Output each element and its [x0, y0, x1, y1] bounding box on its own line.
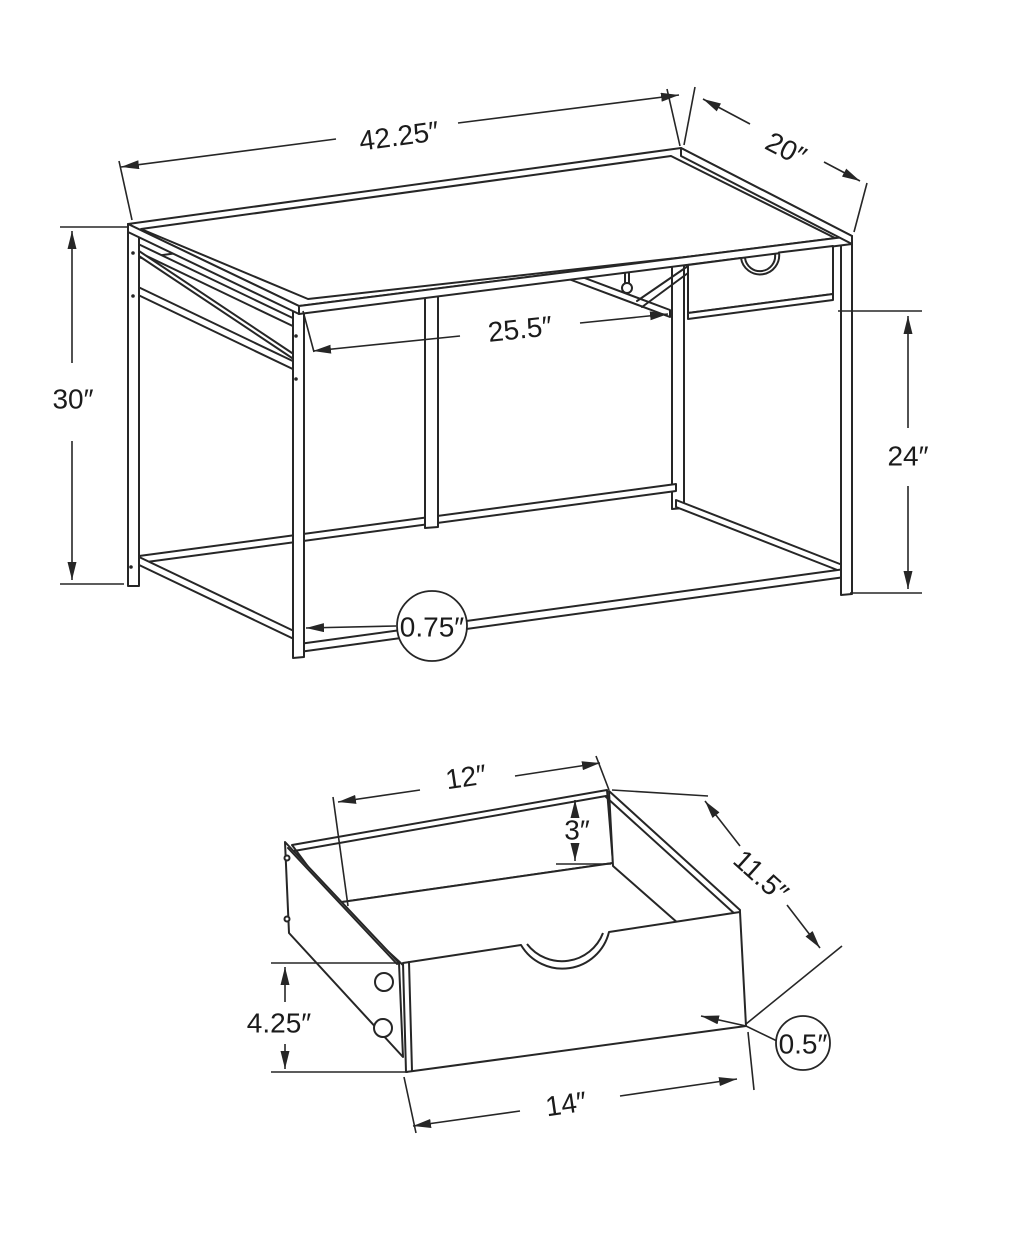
dim-label-drawer-panel-thickness: 0.5″ — [778, 1028, 828, 1060]
dimension-line — [121, 139, 336, 167]
screw-dot — [131, 251, 135, 255]
dim-label-drawer-back-height: 3″ — [564, 814, 590, 846]
desk-leg-front-right — [841, 236, 852, 595]
desk-center-support — [425, 295, 438, 528]
desk-leg-front-left — [293, 306, 304, 658]
extension-line — [612, 790, 708, 796]
screw-dot — [129, 565, 133, 569]
screw-hole — [374, 1019, 392, 1037]
desk-leg-back-left — [128, 224, 139, 586]
drawer-drawing — [285, 790, 747, 1072]
extension-line — [596, 756, 609, 790]
desk-back-bottom-stretcher — [139, 484, 676, 563]
desk-drawing — [128, 148, 852, 658]
extension-line — [684, 87, 695, 145]
dim-label-desk-top-depth: 20″ — [760, 125, 812, 173]
dimension-line — [787, 905, 820, 948]
desk-left-bottom-stretcher — [137, 556, 296, 640]
dimension-line — [515, 763, 600, 776]
dim-label-desk-frame-thickness: 0.75″ — [399, 611, 465, 643]
dim-label-desk-knee-clearance: 25.5″ — [486, 310, 554, 348]
dimension-line — [458, 95, 679, 123]
dim-label-drawer-depth: 11.5″ — [727, 843, 795, 909]
desk-front-bottom-stretcher — [299, 569, 845, 652]
dimension-line — [338, 790, 420, 802]
dimension-line — [703, 99, 750, 124]
dimension-line — [413, 1111, 520, 1126]
dim-label-drawer-front-height: 4.25″ — [246, 1007, 312, 1039]
dim-label-drawer-front-width: 14″ — [543, 1085, 589, 1123]
dim-label-desk-clearance-height: 24″ — [887, 440, 929, 472]
dimension-line — [580, 314, 668, 323]
screw-dot — [294, 377, 298, 381]
screw-dot — [294, 334, 298, 338]
extension-line — [748, 1032, 754, 1090]
extension-line — [667, 89, 680, 146]
desk-right-bottom-stretcher — [676, 500, 845, 573]
dimension-line — [705, 801, 740, 846]
dimension-line — [620, 1079, 737, 1096]
dim-label-desk-height: 30″ — [52, 383, 94, 415]
screw-hole — [285, 917, 290, 922]
dim-label-desk-top-width: 42.25″ — [357, 115, 441, 157]
extension-line — [404, 1077, 416, 1133]
dimension-line — [824, 162, 860, 181]
screw-hole — [375, 973, 393, 991]
dim-label-drawer-back-width: 12″ — [443, 758, 489, 796]
leader-line — [306, 626, 396, 628]
screw-dot — [131, 294, 135, 298]
extension-line — [854, 183, 867, 232]
extension-line — [119, 161, 132, 220]
extension-line — [746, 946, 842, 1024]
screw-hole — [285, 856, 290, 861]
